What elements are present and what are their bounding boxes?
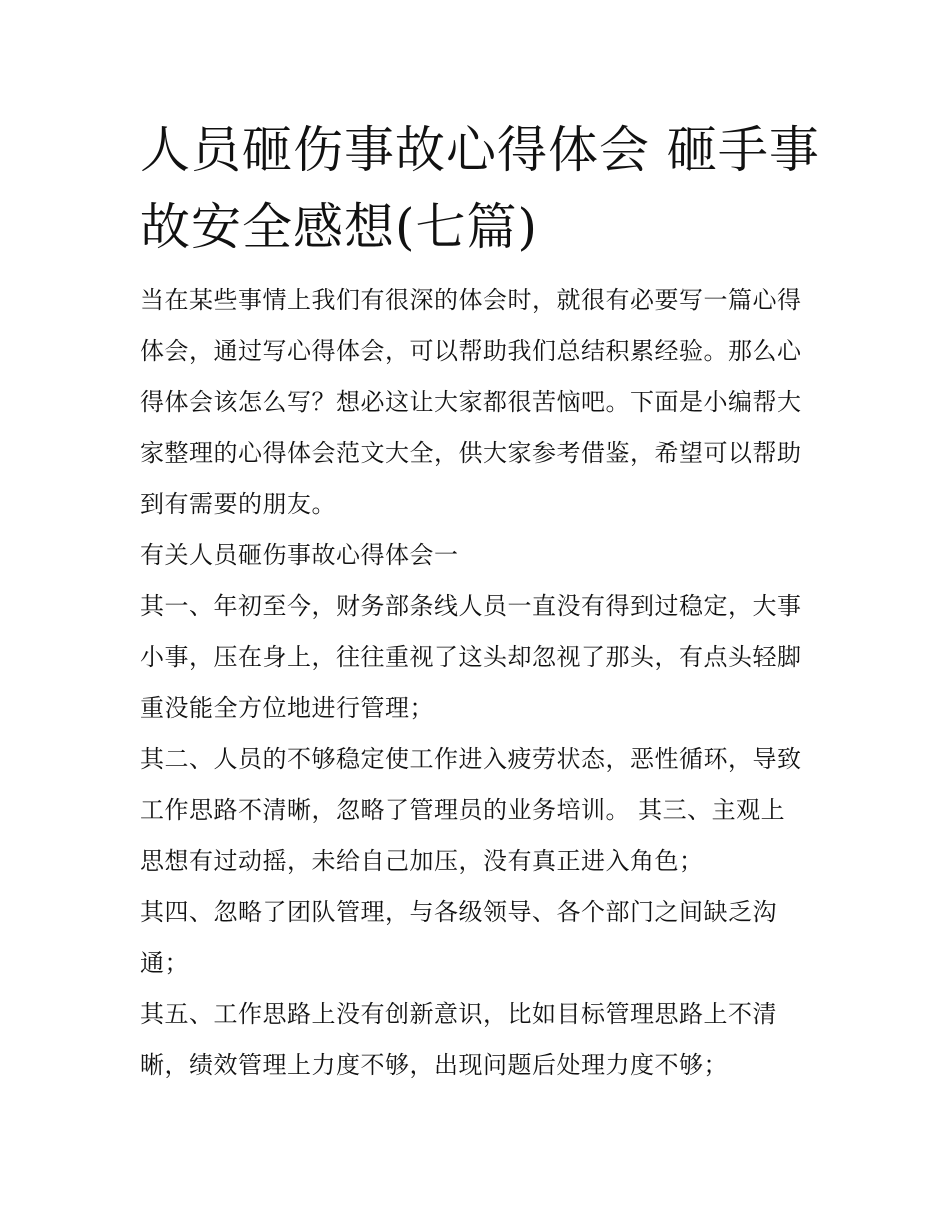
intro-line-2: 体会，通过写心得体会，可以帮助我们总结积累经验。那么心 xyxy=(140,337,802,365)
intro-line-5: 到有需要的朋友。 xyxy=(140,490,336,518)
title-line-2: 故安全感想(七篇) xyxy=(140,198,539,256)
point-one-line-3: 重没能全方位地进行管理； xyxy=(140,694,434,722)
point-four-line-1: 其四、忽略了团队管理，与各级领导、各个部门之间缺乏沟 xyxy=(140,898,777,926)
section-heading: 有关人员砸伤事故心得体会一 xyxy=(140,541,459,569)
point-two-line-1: 其二、人员的不够稳定使工作进入疲劳状态，恶性循环，导致 xyxy=(140,745,802,773)
title-line-1: 人员砸伤事故心得体会 砸手事 xyxy=(140,121,820,179)
point-three-line: 思想有过动摇，未给自己加压，没有真正进入角色； xyxy=(140,847,704,875)
point-two-line-2: 工作思路不清晰，忽略了管理员的业务培训。 其三、主观上 xyxy=(140,796,786,824)
point-one-line-1: 其一、年初至今，财务部条线人员一直没有得到过稳定，大事 xyxy=(140,592,802,620)
intro-line-1: 当在某些事情上我们有很深的体会时，就很有必要写一篇心得 xyxy=(140,286,802,314)
point-four-line-2: 通； xyxy=(140,949,189,977)
point-one-line-2: 小事，压在身上，往往重视了这头却忽视了那头，有点头轻脚 xyxy=(140,643,802,671)
document-title xyxy=(140,112,820,266)
intro-line-3: 得体会该怎么写？想必这让大家都很苦恼吧。下面是小编帮大 xyxy=(140,388,802,416)
point-five-line-1: 其五、工作思路上没有创新意识，比如目标管理思路上不清 xyxy=(140,1000,777,1028)
intro-line-4: 家整理的心得体会范文大全，供大家参考借鉴，希望可以帮助 xyxy=(140,439,802,467)
point-five-line-2: 晰，绩效管理上力度不够，出现问题后处理力度不够； xyxy=(140,1051,728,1079)
